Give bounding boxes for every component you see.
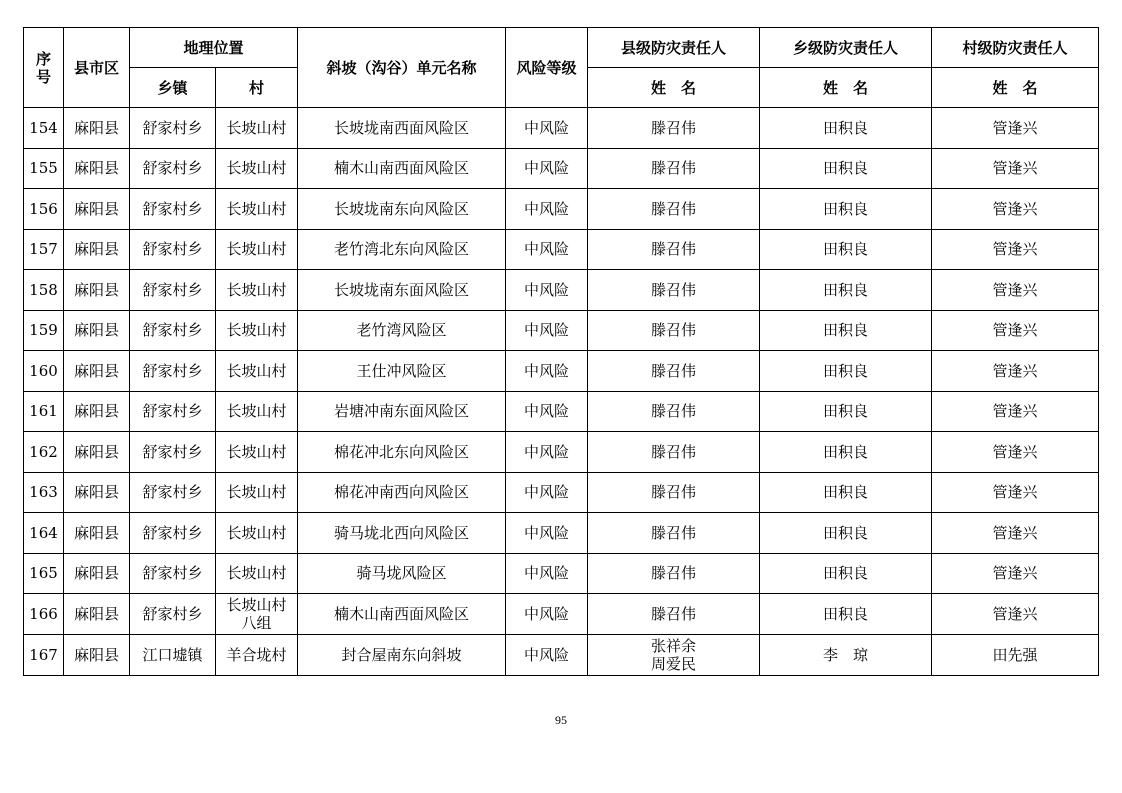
cell-township: 舒家村乡 bbox=[130, 189, 216, 230]
cell-township: 舒家村乡 bbox=[130, 594, 216, 635]
table-row bbox=[24, 189, 1099, 230]
cell-seq: 163 bbox=[24, 472, 64, 513]
risk-responsibility-table bbox=[23, 27, 1099, 676]
cell-unit-name: 长坡垅南东面风险区 bbox=[298, 270, 506, 311]
cell-risk-level: 中风险 bbox=[506, 391, 588, 432]
cell-township-person: 田积良 bbox=[760, 594, 932, 635]
header-risk-level: 风险等级 bbox=[506, 28, 588, 108]
cell-county: 麻阳县 bbox=[64, 229, 130, 270]
table-row bbox=[24, 432, 1099, 473]
cell-unit-name: 封合屋南东向斜坡 bbox=[298, 635, 506, 676]
cell-seq: 159 bbox=[24, 310, 64, 351]
table-row bbox=[24, 148, 1099, 189]
table-row bbox=[24, 513, 1099, 554]
cell-county-person: 滕召伟 bbox=[588, 391, 760, 432]
cell-village-person: 田先强 bbox=[932, 635, 1099, 676]
cell-township: 舒家村乡 bbox=[130, 270, 216, 311]
table-row bbox=[24, 594, 1099, 635]
cell-village: 长坡山村 bbox=[216, 189, 298, 230]
cell-seq: 161 bbox=[24, 391, 64, 432]
cell-village-person: 管逢兴 bbox=[932, 391, 1099, 432]
cell-risk-level: 中风险 bbox=[506, 229, 588, 270]
cell-township: 舒家村乡 bbox=[130, 472, 216, 513]
cell-county: 麻阳县 bbox=[64, 432, 130, 473]
cell-county-person: 滕召伟 bbox=[588, 189, 760, 230]
cell-county: 麻阳县 bbox=[64, 635, 130, 676]
cell-township-person: 田积良 bbox=[760, 351, 932, 392]
cell-township-person: 田积良 bbox=[760, 270, 932, 311]
cell-seq: 160 bbox=[24, 351, 64, 392]
cell-township-person: 田积良 bbox=[760, 148, 932, 189]
cell-township-person: 田积良 bbox=[760, 189, 932, 230]
cell-village-person: 管逢兴 bbox=[932, 148, 1099, 189]
cell-risk-level: 中风险 bbox=[506, 189, 588, 230]
cell-county: 麻阳县 bbox=[64, 594, 130, 635]
cell-risk-level: 中风险 bbox=[506, 635, 588, 676]
cell-village: 长坡山村 bbox=[216, 270, 298, 311]
table-row bbox=[24, 108, 1099, 149]
cell-county: 麻阳县 bbox=[64, 351, 130, 392]
cell-village-person: 管逢兴 bbox=[932, 310, 1099, 351]
cell-county-person: 张祥余 周爱民 bbox=[588, 635, 760, 676]
cell-seq: 166 bbox=[24, 594, 64, 635]
table-row bbox=[24, 553, 1099, 594]
cell-village: 长坡山村 bbox=[216, 310, 298, 351]
table-row bbox=[24, 472, 1099, 513]
cell-county: 麻阳县 bbox=[64, 553, 130, 594]
header-township-name: 姓 名 bbox=[760, 68, 932, 108]
cell-unit-name: 楠木山南西面风险区 bbox=[298, 594, 506, 635]
cell-village: 长坡山村 bbox=[216, 513, 298, 554]
header-county-responsible: 县级防灾责任人 bbox=[588, 28, 760, 68]
header-village-responsible: 村级防灾责任人 bbox=[932, 28, 1099, 68]
cell-village: 长坡山村 bbox=[216, 148, 298, 189]
cell-seq: 158 bbox=[24, 270, 64, 311]
cell-township: 舒家村乡 bbox=[130, 108, 216, 149]
cell-village: 长坡山村 bbox=[216, 391, 298, 432]
cell-township: 舒家村乡 bbox=[130, 391, 216, 432]
cell-village: 长坡山村 bbox=[216, 229, 298, 270]
cell-seq: 162 bbox=[24, 432, 64, 473]
cell-unit-name: 楠木山南西面风险区 bbox=[298, 148, 506, 189]
cell-county: 麻阳县 bbox=[64, 189, 130, 230]
cell-county: 麻阳县 bbox=[64, 108, 130, 149]
cell-village: 羊合垅村 bbox=[216, 635, 298, 676]
cell-township: 舒家村乡 bbox=[130, 553, 216, 594]
cell-unit-name: 长坡垅南西面风险区 bbox=[298, 108, 506, 149]
cell-village-person: 管逢兴 bbox=[932, 432, 1099, 473]
cell-seq: 167 bbox=[24, 635, 64, 676]
page-number: 95 bbox=[555, 713, 567, 727]
cell-township-person: 田积良 bbox=[760, 108, 932, 149]
cell-township: 江口墟镇 bbox=[130, 635, 216, 676]
cell-risk-level: 中风险 bbox=[506, 108, 588, 149]
cell-village-person: 管逢兴 bbox=[932, 594, 1099, 635]
cell-township: 舒家村乡 bbox=[130, 148, 216, 189]
cell-county-person: 滕召伟 bbox=[588, 553, 760, 594]
cell-village-person: 管逢兴 bbox=[932, 229, 1099, 270]
cell-village: 长坡山村 bbox=[216, 351, 298, 392]
header-unit-name: 斜坡（沟谷）单元名称 bbox=[298, 28, 506, 108]
cell-village-person: 管逢兴 bbox=[932, 553, 1099, 594]
table-row bbox=[24, 310, 1099, 351]
cell-county-person: 滕召伟 bbox=[588, 594, 760, 635]
cell-seq: 165 bbox=[24, 553, 64, 594]
header-township: 乡镇 bbox=[130, 68, 216, 108]
table-row bbox=[24, 351, 1099, 392]
table-row bbox=[24, 270, 1099, 311]
cell-risk-level: 中风险 bbox=[506, 310, 588, 351]
header-township-responsible: 乡级防灾责任人 bbox=[760, 28, 932, 68]
cell-township-person: 田积良 bbox=[760, 310, 932, 351]
cell-township-person: 田积良 bbox=[760, 391, 932, 432]
cell-county: 麻阳县 bbox=[64, 270, 130, 311]
cell-seq: 155 bbox=[24, 148, 64, 189]
table-row bbox=[24, 229, 1099, 270]
cell-unit-name: 长坡垅南东向风险区 bbox=[298, 189, 506, 230]
cell-county-person: 滕召伟 bbox=[588, 148, 760, 189]
cell-unit-name: 岩塘冲南东面风险区 bbox=[298, 391, 506, 432]
cell-village-person: 管逢兴 bbox=[932, 472, 1099, 513]
header-seq: 序 号 bbox=[24, 28, 64, 108]
cell-village: 长坡山村 bbox=[216, 108, 298, 149]
table-body bbox=[24, 108, 1099, 676]
cell-township-person: 田积良 bbox=[760, 472, 932, 513]
cell-risk-level: 中风险 bbox=[506, 351, 588, 392]
cell-village: 长坡山村 bbox=[216, 553, 298, 594]
cell-seq: 154 bbox=[24, 108, 64, 149]
cell-seq: 156 bbox=[24, 189, 64, 230]
cell-village-person: 管逢兴 bbox=[932, 189, 1099, 230]
cell-county-person: 滕召伟 bbox=[588, 513, 760, 554]
cell-unit-name: 骑马垅北西向风险区 bbox=[298, 513, 506, 554]
cell-county-person: 滕召伟 bbox=[588, 270, 760, 311]
cell-township-person: 田积良 bbox=[760, 229, 932, 270]
cell-township: 舒家村乡 bbox=[130, 432, 216, 473]
cell-unit-name: 骑马垅风险区 bbox=[298, 553, 506, 594]
cell-risk-level: 中风险 bbox=[506, 553, 588, 594]
cell-county-person: 滕召伟 bbox=[588, 229, 760, 270]
cell-risk-level: 中风险 bbox=[506, 472, 588, 513]
cell-village-person: 管逢兴 bbox=[932, 351, 1099, 392]
cell-risk-level: 中风险 bbox=[506, 270, 588, 311]
cell-township: 舒家村乡 bbox=[130, 229, 216, 270]
cell-county-person: 滕召伟 bbox=[588, 310, 760, 351]
cell-county: 麻阳县 bbox=[64, 513, 130, 554]
cell-county: 麻阳县 bbox=[64, 148, 130, 189]
cell-township: 舒家村乡 bbox=[130, 513, 216, 554]
cell-county: 麻阳县 bbox=[64, 391, 130, 432]
cell-risk-level: 中风险 bbox=[506, 148, 588, 189]
cell-risk-level: 中风险 bbox=[506, 513, 588, 554]
cell-unit-name: 棉花冲北东向风险区 bbox=[298, 432, 506, 473]
table-row bbox=[24, 391, 1099, 432]
cell-county: 麻阳县 bbox=[64, 472, 130, 513]
cell-township: 舒家村乡 bbox=[130, 351, 216, 392]
cell-village-person: 管逢兴 bbox=[932, 108, 1099, 149]
cell-village-person: 管逢兴 bbox=[932, 513, 1099, 554]
cell-risk-level: 中风险 bbox=[506, 594, 588, 635]
cell-risk-level: 中风险 bbox=[506, 432, 588, 473]
cell-county-person: 滕召伟 bbox=[588, 108, 760, 149]
cell-county: 麻阳县 bbox=[64, 310, 130, 351]
table-header bbox=[24, 28, 1099, 108]
cell-village-person: 管逢兴 bbox=[932, 270, 1099, 311]
header-county: 县市区 bbox=[64, 28, 130, 108]
cell-county-person: 滕召伟 bbox=[588, 351, 760, 392]
cell-county-person: 滕召伟 bbox=[588, 472, 760, 513]
cell-unit-name: 老竹湾北东向风险区 bbox=[298, 229, 506, 270]
cell-unit-name: 棉花冲南西向风险区 bbox=[298, 472, 506, 513]
header-geo-location: 地理位置 bbox=[130, 28, 298, 68]
cell-village: 长坡山村 八组 bbox=[216, 594, 298, 635]
cell-county-person: 滕召伟 bbox=[588, 432, 760, 473]
header-county-name: 姓 名 bbox=[588, 68, 760, 108]
cell-village: 长坡山村 bbox=[216, 472, 298, 513]
table-row bbox=[24, 635, 1099, 676]
cell-township-person: 田积良 bbox=[760, 513, 932, 554]
header-village: 村 bbox=[216, 68, 298, 108]
cell-township: 舒家村乡 bbox=[130, 310, 216, 351]
cell-seq: 157 bbox=[24, 229, 64, 270]
cell-unit-name: 王仕冲风险区 bbox=[298, 351, 506, 392]
cell-seq: 164 bbox=[24, 513, 64, 554]
cell-village: 长坡山村 bbox=[216, 432, 298, 473]
cell-township-person: 李 琼 bbox=[760, 635, 932, 676]
cell-township-person: 田积良 bbox=[760, 553, 932, 594]
cell-unit-name: 老竹湾风险区 bbox=[298, 310, 506, 351]
header-village-name: 姓 名 bbox=[932, 68, 1099, 108]
cell-township-person: 田积良 bbox=[760, 432, 932, 473]
